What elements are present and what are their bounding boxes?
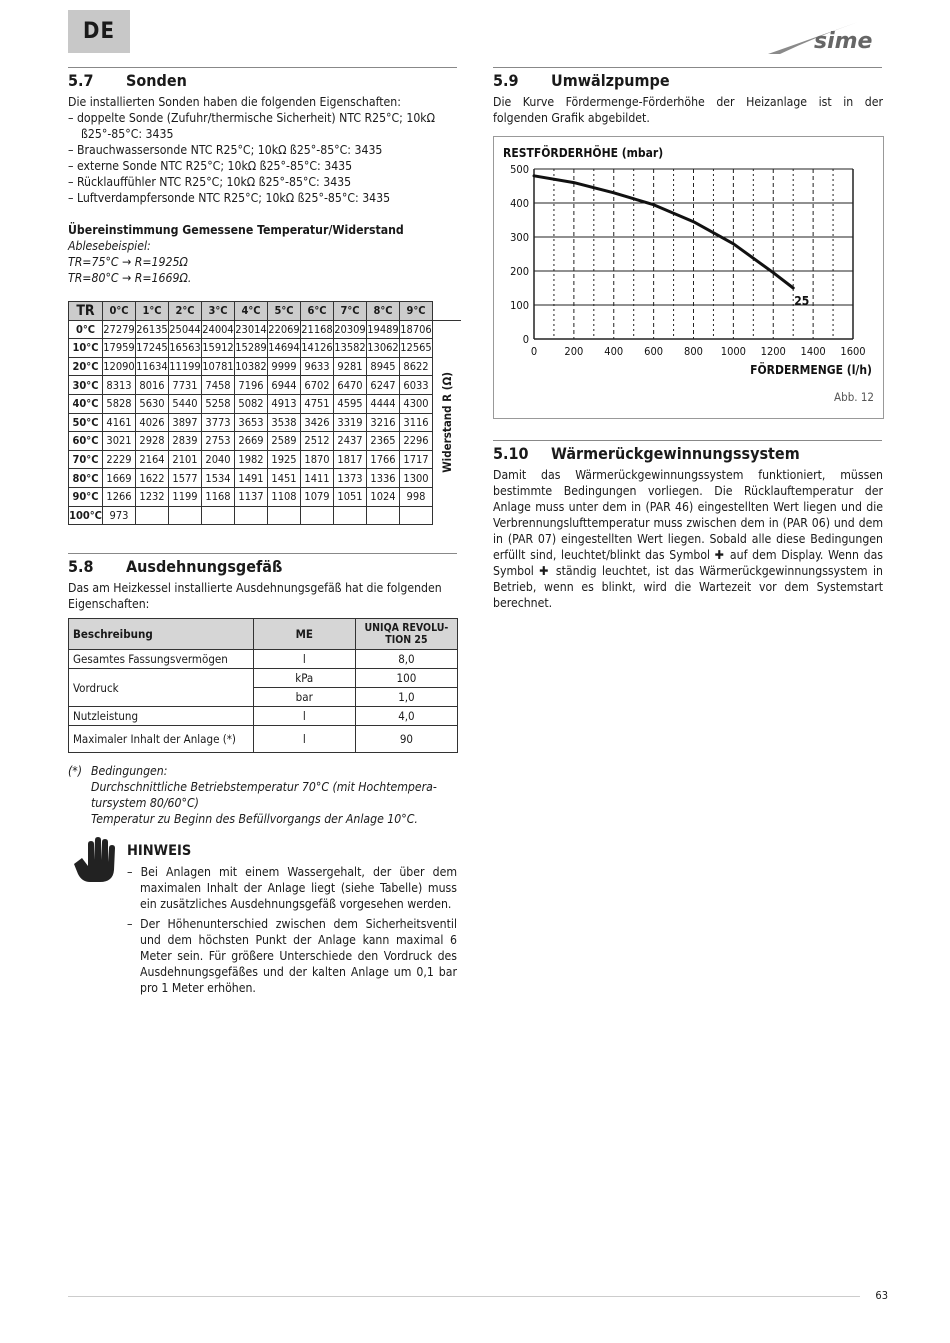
col-header: 0°C	[103, 302, 136, 321]
table-cell: 5258	[202, 394, 235, 413]
list-item: – Brauchwassersonde NTC R25°C; 10kΩ ß25°-85°C: 3435	[68, 143, 383, 157]
page-number: 63	[860, 1289, 888, 1302]
table-cell: 5630	[136, 394, 169, 413]
table-row	[69, 413, 462, 432]
table-cell: 1534	[202, 469, 235, 488]
x-axis-label: FÖRDERMENGE (l/h)	[750, 363, 872, 377]
y-tick-label: 500	[510, 163, 529, 176]
table-cell: 973	[103, 506, 136, 525]
table-cell: 4913	[268, 394, 301, 413]
table-row	[69, 376, 462, 395]
list-item: – Bei Anlagen mit einem Wassergehalt, der über dem maximalen Inhalt der Anlage liegt (siehe Tabelle) muss ein zusätzliches Ausdehnungsgefäß vorgesehen werden.	[127, 865, 457, 911]
list-item: – externe Sonde NTC R25°C; 10kΩ ß25°-85°C: 3435	[68, 159, 353, 173]
table-cell: 26135	[136, 320, 169, 339]
section-5-8-heading: 5.8 Ausdehnungsgefäß	[68, 557, 283, 576]
table-cell: 23014	[235, 320, 268, 339]
table-row	[69, 320, 462, 339]
table-cell: 1669	[103, 469, 136, 488]
series-label: 25	[794, 294, 810, 308]
table-subtitle: Übereinstimmung Gemessene Temperatur/Widerstand	[68, 223, 404, 237]
table-cell: 6247	[367, 376, 400, 395]
table-cell: 7731	[169, 376, 202, 395]
language-badge: DE	[68, 10, 130, 53]
table-row	[69, 432, 462, 451]
row-header: 0°C	[69, 320, 103, 339]
table-cell: 3773	[202, 413, 235, 432]
heat-recovery-text: Damit das Wärmerückgewinnungssystem funktioniert, müssen bestimmte Bedingungen vorliegen. Die Rücklauftemperatur der Anlage muss unter dem in (PAR 46) eingestellten Wert liegen und die Verbrennungslufttemperatur muss zwischen dem in (PAR 06) und dem in (PAR 07) eingestellten Wert liegen. Sobald alle diese Bedingungen erfüllt sind, leuchtet/blinkt das Symbol ✚ auf dem Display. Wenn das Symbol ✚ ständig leuchtet, ist das Wärmerückgewinnungssystem in Betrieb, wenn es blinkt, wird die Wartezeit vor dem Systemstart berechnet.	[493, 468, 883, 610]
table-cell	[367, 506, 400, 525]
note-mark: (*)	[68, 764, 83, 778]
table-cell: 6702	[301, 376, 334, 395]
table-cell: 1982	[235, 450, 268, 469]
table-cell: 1373	[334, 469, 367, 488]
col-header: 5°C	[268, 302, 301, 321]
side-label: Widerstand R (Ω)	[440, 372, 454, 473]
section-5-7-heading: 5.7 Sonden	[68, 71, 187, 90]
table-row: Nutzleistung l 4,0	[69, 707, 458, 726]
table-row	[69, 487, 462, 506]
row-header: 70°C	[69, 450, 103, 469]
th-description: Beschreibung	[69, 619, 254, 650]
table-cell: 1232	[136, 487, 169, 506]
table-cell: 14694	[268, 339, 301, 358]
hand-warning-icon	[68, 836, 116, 884]
hint-list	[127, 864, 457, 996]
table-cell: 16563	[169, 339, 202, 358]
table-cell: 1870	[301, 450, 334, 469]
y-tick-label: 100	[510, 299, 529, 312]
x-tick-label: 600	[644, 345, 664, 358]
col-header: 8°C	[367, 302, 400, 321]
section-5-9-heading: 5.9 Umwälzpumpe	[493, 71, 670, 90]
hint-title: HINWEIS	[127, 843, 192, 859]
table-cell: 1925	[268, 450, 301, 469]
table-cell: 18706	[400, 320, 433, 339]
table-cell: 3538	[268, 413, 301, 432]
col-header: 4°C	[235, 302, 268, 321]
table-cell: 5828	[103, 394, 136, 413]
row-header: 100°C	[69, 506, 103, 525]
row-header: 40°C	[69, 394, 103, 413]
table-cell: 11634	[136, 357, 169, 376]
table-cell: 3653	[235, 413, 268, 432]
table-cell: 3319	[334, 413, 367, 432]
y-tick-label: 300	[510, 231, 529, 244]
table-cell: 2164	[136, 450, 169, 469]
x-tick-label: 1200	[760, 345, 786, 358]
table-cell: 1168	[202, 487, 235, 506]
col-header: 1°C	[136, 302, 169, 321]
expansion-table	[68, 618, 458, 753]
table-cell: 1199	[169, 487, 202, 506]
table-cell: 1766	[367, 450, 400, 469]
probe-properties: Die installierten Sonden haben die folgenden Eigenschaften: – doppelte Sonde (Zufuhr/thermische Sicherheit) NTC R25°C; 10kΩ ß25°-85°C: 3435 – Brauchwassersonde NTC R25°C; 10kΩ ß25°-85°C: 3435 – externe Sonde NTC R25°C; 10kΩ ß25°-85°C: 3435 – Rücklauffühler NTC R25°C; 10kΩ ß25°-85°C: 3435 – Luftverdampfersonde NTC R25°C; 10kΩ ß25°-85°C: 3435	[68, 94, 460, 206]
table-cell: 7458	[202, 376, 235, 395]
table-cell: 4444	[367, 394, 400, 413]
table-cell: 1137	[235, 487, 268, 506]
table-cell: 6033	[400, 376, 433, 395]
table-cell	[301, 506, 334, 525]
table-cell: 6470	[334, 376, 367, 395]
table-cell: 2753	[202, 432, 235, 451]
table-cell: 8622	[400, 357, 433, 376]
y-tick-label: 200	[510, 265, 529, 278]
table-cell: 3021	[103, 432, 136, 451]
table-cell: 9999	[268, 357, 301, 376]
table-cell: 1411	[301, 469, 334, 488]
table-cell: 2040	[202, 450, 235, 469]
table-cell: 1300	[400, 469, 433, 488]
table-cell: 27279	[103, 320, 136, 339]
table-cell: 9633	[301, 357, 334, 376]
table-cell: 1024	[367, 487, 400, 506]
th-model: UNIQA REVOLU-TION 25	[355, 619, 457, 650]
table-cell: 1577	[169, 469, 202, 488]
table-row	[69, 506, 462, 525]
table-cell: 8945	[367, 357, 400, 376]
table-cell: 1717	[400, 450, 433, 469]
table-cell	[169, 506, 202, 525]
table-cell: 1622	[136, 469, 169, 488]
table-cell	[400, 506, 433, 525]
table-cell: 17959	[103, 339, 136, 358]
table-cell	[136, 506, 169, 525]
table-cell: 4300	[400, 394, 433, 413]
list-item: – doppelte Sonde (Zufuhr/thermische Sicherheit) NTC R25°C; 10kΩ ß25°-85°C: 3435	[68, 111, 436, 141]
table-row: bar 1,0	[69, 688, 458, 707]
table-row: Maximaler Inhalt der Anlage (*) l 90	[69, 726, 458, 753]
table-cell: 2437	[334, 432, 367, 451]
pump-intro: Die Kurve Fördermenge-Förderhöhe der Heizanlage ist in der folgenden Grafik abgebildet.	[493, 95, 883, 125]
resistance-table	[68, 301, 461, 525]
table-cell: 4026	[136, 413, 169, 432]
list-item: – Rücklauffühler NTC R25°C; 10kΩ ß25°-85°C: 3435	[68, 175, 352, 189]
x-tick-label: 200	[564, 345, 584, 358]
table-cell: 1079	[301, 487, 334, 506]
table-cell: 2669	[235, 432, 268, 451]
table-cell: 1451	[268, 469, 301, 488]
table-cell	[268, 506, 301, 525]
reading-example: Ablesebeispiel: TR=75°C → R=1925Ω TR=80°C → R=1669Ω.	[68, 239, 192, 285]
row-header: 80°C	[69, 469, 103, 488]
table-cell: 2512	[301, 432, 334, 451]
table-cell: 12090	[103, 357, 136, 376]
table-cell: 2365	[367, 432, 400, 451]
pump-curve-figure	[493, 136, 884, 419]
col-header: 6°C	[301, 302, 334, 321]
x-tick-label: 800	[684, 345, 703, 358]
row-header: 50°C	[69, 413, 103, 432]
table-cell	[235, 506, 268, 525]
table-cell: 4751	[301, 394, 334, 413]
table-cell: 3897	[169, 413, 202, 432]
y-tick-label: 0	[522, 333, 529, 346]
probe-list	[68, 110, 460, 206]
table-cell: 8016	[136, 376, 169, 395]
x-tick-label: 1600	[840, 345, 866, 358]
expansion-intro: Das am Heizkessel installierte Ausdehnungsgefäß hat die folgenden Eigenschaften:	[68, 581, 442, 611]
table-cell: 3116	[400, 413, 433, 432]
row-header: 10°C	[69, 339, 103, 358]
table-cell: 20309	[334, 320, 367, 339]
table-cell: 2928	[136, 432, 169, 451]
table-cell: 13062	[367, 339, 400, 358]
table-cell: 2839	[169, 432, 202, 451]
table-row: Gesamtes Fassungsvermögen l 8,0	[69, 650, 458, 669]
table-row	[69, 450, 462, 469]
table-row	[69, 339, 462, 358]
table-row: Vordruck kPa 100	[69, 669, 458, 688]
row-header: 90°C	[69, 487, 103, 506]
table-cell: 24004	[202, 320, 235, 339]
section-rule	[493, 67, 882, 68]
table-cell: 10382	[235, 357, 268, 376]
table-cell: 22069	[268, 320, 301, 339]
col-header: 2°C	[169, 302, 202, 321]
table-cell: 11199	[169, 357, 202, 376]
table-cell: 2101	[169, 450, 202, 469]
x-tick-label: 400	[604, 345, 624, 358]
list-item: – Luftverdampfersonde NTC R25°C; 10kΩ ß25°-85°C: 3435	[68, 191, 391, 205]
y-axis-label: RESTFÖRDERHÖHE (mbar)	[503, 146, 664, 160]
table-cell: 1491	[235, 469, 268, 488]
table-cell: 1051	[334, 487, 367, 506]
table-cell: 1817	[334, 450, 367, 469]
table-cell: 25044	[169, 320, 202, 339]
table-cell: 8313	[103, 376, 136, 395]
table-row	[69, 469, 462, 488]
table-cell: 998	[400, 487, 433, 506]
section-rule	[68, 553, 457, 554]
svg-text:sime: sime	[814, 29, 873, 54]
table-cell: 9281	[334, 357, 367, 376]
list-item: – Der Höhenunterschied zwischen dem Sicherheitsventil und dem höchsten Punkt der Anlage kann maximal 6 Meter sein. Für größere Unterschiede den Vordruck des Ausdehnungsgefäßes und der kalten Anlage um 0,1 bar pro 1 Meter erhöhen.	[127, 917, 457, 995]
col-header: 9°C	[400, 302, 433, 321]
conditions-note: Bedingungen: Durchschnittliche Betriebstemperatur 70°C (mit Hochtempera- tursystem 80/60°C) Temperatur zu Beginn des Befüllvorgangs der Anlage 10°C.	[91, 764, 437, 826]
table-row	[69, 394, 462, 413]
section-rule	[68, 67, 457, 68]
table-cell: 17245	[136, 339, 169, 358]
row-header: 60°C	[69, 432, 103, 451]
sime-logo	[768, 18, 884, 56]
table-cell: 14126	[301, 339, 334, 358]
table-cell	[202, 506, 235, 525]
table-cell: 15912	[202, 339, 235, 358]
figure-caption: Abb. 12	[834, 390, 874, 404]
y-tick-label: 400	[510, 197, 529, 210]
section-rule	[493, 440, 882, 441]
x-tick-label: 1400	[800, 345, 826, 358]
table-cell: 4161	[103, 413, 136, 432]
table-cell: 4595	[334, 394, 367, 413]
corner-header: TR	[69, 302, 103, 321]
table-cell: 19489	[367, 320, 400, 339]
table-cell: 10781	[202, 357, 235, 376]
table-cell: 5082	[235, 394, 268, 413]
table-cell: 1108	[268, 487, 301, 506]
table-cell: 2296	[400, 432, 433, 451]
col-header: 7°C	[334, 302, 367, 321]
x-tick-label: 0	[530, 345, 538, 358]
table-cell: 2229	[103, 450, 136, 469]
col-header: 3°C	[202, 302, 235, 321]
pump-curve-chart	[494, 137, 883, 418]
th-unit: ME	[253, 619, 355, 650]
row-header: 20°C	[69, 357, 103, 376]
table-cell: 7196	[235, 376, 268, 395]
table-cell: 6944	[268, 376, 301, 395]
footer-rule	[68, 1296, 882, 1297]
table-cell	[334, 506, 367, 525]
table-cell: 5440	[169, 394, 202, 413]
table-cell: 2589	[268, 432, 301, 451]
table-cell: 1266	[103, 487, 136, 506]
section-5-10-heading: 5.10 Wärmerückgewinnungssystem	[493, 444, 800, 463]
table-cell: 3216	[367, 413, 400, 432]
table-cell: 3426	[301, 413, 334, 432]
x-tick-label: 1000	[720, 345, 746, 358]
table-cell: 15289	[235, 339, 268, 358]
table-cell: 13582	[334, 339, 367, 358]
table-row	[69, 357, 462, 376]
table-cell: 12565	[400, 339, 433, 358]
table-cell: 1336	[367, 469, 400, 488]
table-cell: 21168	[301, 320, 334, 339]
row-header: 30°C	[69, 376, 103, 395]
